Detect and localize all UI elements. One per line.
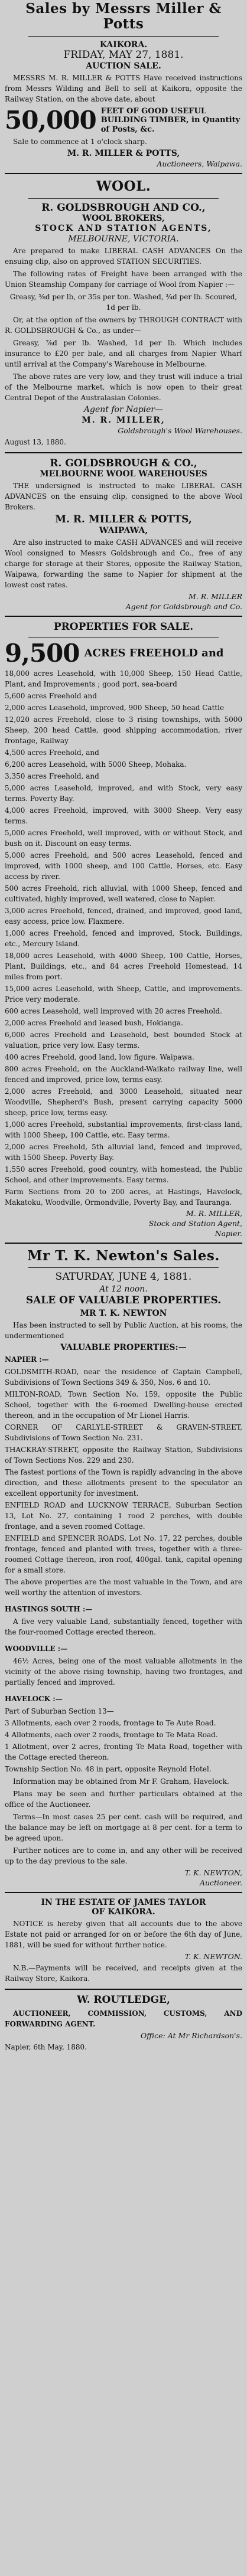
ad-body: Information may be obtained from Mr F. Graham, Havelock. [13, 1777, 229, 1786]
list-item: 400 acres Freehold, good land, low figure. Waipawa. [5, 1052, 194, 1061]
firm-name: R. GOLDSBROUGH & CO., [50, 457, 197, 469]
list-item: 1 Allotment, over 2 acres, fronting Te Mata Road, together with the Cottage erected thereon. [5, 1743, 242, 1762]
ad-body: Terms—In most cases 25 per cent. cash will be required, and the balance may be left on mortgage at 8 per cent. for a term to be agreed upon. [5, 1813, 242, 1843]
divider [28, 1267, 219, 1268]
divider [5, 1892, 242, 1893]
signature: M. R. MILLER & POTTS, [67, 149, 180, 159]
signature: M. R. MILLER, [186, 1208, 242, 1218]
ad-body: Are prepared to make LIBERAL CASH ADVANCES On the ensuing clip, also on approved STATION SECURITIES. [5, 246, 242, 266]
quantity-desc: ACRES FREEHOLD and [84, 646, 224, 659]
ad-body: The following rates of Freight have been arranged with the Union Steamship Company for carriage of Wool from Napier :— [5, 269, 242, 289]
list-item: 3 Allotments, each over 2 roods, frontage to Te Aute Road. [5, 1719, 216, 1728]
list-item: 2,000 acres Freehold and leased bush, Hokianga. [5, 1018, 183, 1027]
list-item: 3,000 acres Freehold, fenced, drained, and improved, good land, easy access, price low. Flaxmere. [5, 906, 242, 926]
ad-title: PROPERTIES FOR SALE. [53, 621, 194, 633]
signature-sub: Auctioneer. [199, 1878, 242, 1888]
list-item: 4,000 acres Freehold, improved, with 3000 Sheep. Very easy terms. [5, 806, 242, 825]
list-item: 4 Allotments, each over 2 roods, frontage to Te Mata Road. [5, 1731, 218, 1740]
ad-title: SALE OF VALUABLE PROPERTIES. [25, 1294, 222, 1306]
list-item: 18,000 acres Leasehold, with 4000 Sheep, 100 Cattle, Horses, Plant, Buildings, etc., and 84 acres Freehold Homestead, 14 miles from port. [5, 951, 242, 981]
ad-body: The above rates are very low, and they trust will induce a trial of the Melbourne market, which is now open to their great Central Depot of the Australasian Colonies. [5, 372, 242, 402]
list-item: 1,000 acres Freehold, substantial improvements, first-class land, with 1000 Sheep, 100 Cattle, etc. Easy terms. [5, 1120, 242, 1139]
list-item: Farm Sections from 20 to 200 acres, at Hastings, Havelock, Makatoku, Woodville, Ormondville, Poverty Bay, and Tauranga. [5, 1187, 242, 1207]
agent-name: M. R. MILLER, [82, 415, 165, 425]
divider [5, 1989, 242, 1990]
address: Office: At Mr Richardson's. [141, 2031, 242, 2041]
signature-sub: Stock and Station Agent, [148, 1218, 242, 1228]
firm-name: R. GOLDSBROUGH AND CO., [41, 201, 206, 214]
ad-body: NOTICE is hereby given that all accounts due to the above Estate not paid or arranged for on or before the 6th day of June, 1881, will be sued for without further notice. [5, 1920, 242, 1950]
firm-location: MELBOURNE, VICTORIA. [68, 234, 179, 244]
ad-body: THE undersigned is instructed to make LIBERAL CASH ADVANCES on the ensuing clip, consigned to the above Wool Brokers. [5, 482, 242, 512]
ad-date: August 13, 1880. [5, 437, 66, 446]
firm-line: STOCK AND STATION AGENTS, [35, 223, 212, 233]
property-list [5, 1367, 242, 1598]
signature-sub: Agent for Goldsbrough and Co. [125, 602, 242, 612]
firm-line: MELBOURNE WOOL WAREHOUSES [40, 469, 207, 479]
list-item: The fastest portions of the Town is rapidly advancing in the above direction, and these allotments present to the speculator an excellent opportunity for investment. [5, 1468, 242, 1498]
location-heading: WOODVILLE :— [5, 1645, 68, 1653]
signature: T. K. NEWTON, [184, 1868, 242, 1878]
quantity: 50,000 [5, 106, 96, 135]
list-item: 2,000 acres Freehold, and 3000 Leasehold, situated near Woodville, Shepherd's Bush, present carrying capacity 5000 sheep, price low, terms easy. [5, 1087, 242, 1117]
firm-line: WAIPAWA, [99, 525, 148, 535]
quantity: 9,500 [5, 638, 80, 668]
sale-date: FRIDAY, MAY 27, 1881. [63, 48, 184, 61]
newspaper-column [5, 0, 242, 2576]
ad-body: Further notices are to come in, and any other will be received up to the day previous to the sale. [5, 1846, 242, 1866]
list-item: MILTON-ROAD, Town Section No. 159, opposite the Public School, together with the 6-roomed Dwelling-house erected thereon, and in the occupation of Mr Lionel Harris. [5, 1390, 242, 1420]
list-item: 12,020 acres Freehold, close to 3 rising townships, with 5000 Sheep, 200 head Cattle, good shipping accommodation, river frontage, Railway [5, 715, 242, 745]
divider [28, 198, 219, 199]
list-item: 5,000 acres Leasehold, improved, and with Stock, very easy terms. Poverty Bay. [5, 783, 242, 803]
property-list [5, 1706, 242, 1774]
list-item: CORNER OF CARLYLE-STREET & GRAVEN-STREET, Subdivisions of Town Section No. 231. [5, 1423, 242, 1443]
list-item: 3,350 acres Freehold, and [5, 772, 99, 780]
ad-body: MESSRS M. R. MILLER & POTTS Have received instructions from Messrs Wilding and Bell to sell at Kaikora, opposite the Railway Station, on the above date, about [5, 73, 242, 103]
list-item: Part of Suburban Section 13— [5, 1707, 114, 1716]
list-item: ENFIELD ROAD and LUCKNOW TERRACE, Suburban Section 13, Lot No. 27, containing 1 rood 2 perches, with double frontage, and a seven roomed Cottage. [5, 1501, 242, 1531]
list-item: The above properties are the most valuable in the Town, and are well worthy the attention of investors. [5, 1578, 242, 1597]
ad-body: Greasy, ⅝d per lb, or 35s per ton. Washed, ¾d per lb. Scoured, 1d per lb. [9, 292, 238, 312]
divider [28, 36, 219, 37]
place: KAIKORA. [99, 40, 148, 50]
location-heading: HAVELOCK :— [5, 1695, 63, 1704]
location-heading: HASTINGS SOUTH :— [5, 1605, 93, 1614]
property-list [5, 668, 242, 1208]
list-item: 6,000 acres Freehold and Leasehold, best bounded Stock at valuation, price very low. Easy terms. [5, 1030, 242, 1050]
list-item: GOLDSMITH-ROAD, near the residence of Captain Campbell, Subdivisions of Town Sections 349 & 350, Nos. 6 and 10. [5, 1368, 242, 1387]
ad-body: Greasy, ⅞d per lb. Washed, 1d per lb. Which includes insurance to £20 per bale, and all charges from Napier Wharf until arrival at the Company's Warehouse in Melbourne. [5, 338, 242, 368]
subheading: VALUABLE PROPERTIES:— [60, 1343, 187, 1353]
firm-name: M. R. MILLER & POTTS, [55, 514, 192, 526]
ad-title: IN THE ESTATE OF JAMES TAYLOR [41, 1898, 206, 1908]
location-heading: NAPIER :— [5, 1355, 49, 1364]
list-item: 5,600 acres Freehold and [5, 691, 97, 700]
ad-body: Are also instructed to make CASH ADVANCES and will receive Wool consigned to Messrs Goldsbrough and Co., free of any charge for storage at their Stores, opposite the Railway Station, Waipawa, forwarding the same to Napier for shipment at the lowest cost rates. [5, 538, 242, 590]
ad-body: AUCTIONEER, COMMISSION, CUSTOMS, AND FORWARDING AGENT. [5, 2009, 242, 2029]
list-item: Township Section No. 48 in part, opposite Reynold Hotel. [5, 1765, 212, 1774]
list-item: 2,000 acres Leasehold, improved, 900 Sheep, 50 head Cattle [5, 703, 225, 712]
list-item: 15,000 acres Leasehold, with Sheep, Cattle, and improvements. Price very moderate. [5, 984, 242, 1003]
list-item: 1,000 acres Freehold, fenced and improved, Stock, Buildings, etc., Mercury Island. [5, 929, 242, 948]
ad-title: OF KAIKORA. [92, 1907, 155, 1917]
ad-body: 46½ Acres, being one of the most valuable allotments in the vicinity of the above rising township, having two frontages, and partially fenced and improved. [5, 1657, 242, 1687]
divider [5, 173, 242, 174]
signature: T. K. NEWTON. [184, 1952, 242, 1962]
ad-body: Or, at the option of the owners by THROUGH CONTRACT with R. GOLDSBROUGH & Co., as under— [5, 315, 242, 335]
quantity-block [5, 638, 242, 668]
agent-line: Agent for Napier— [83, 404, 164, 414]
ad-body: A five very valuable Land, substantially fenced, together with the four-roomed Cottage erected thereon. [5, 1617, 242, 1637]
list-item: 1,550 acres Freehold, good country, with homestead, the Public School, and other improvements. Easy terms. [5, 1165, 242, 1184]
list-item: 800 acres Freehold, on the Auckland-Waikato railway line, well fenced and improved, price low, terms easy. [5, 1064, 242, 1084]
ad-body: Sale to commence at 1 o'clock sharp. [13, 138, 147, 146]
divider [5, 1243, 242, 1244]
signature-sub: Napier. [214, 1228, 242, 1238]
ad-title: AUCTION SALE. [86, 61, 161, 71]
list-item: 5,000 acres Freehold, and 500 acres Leasehold, fenced and improved, with 1000 sheep, and 100 Cattle, Horses, etc. Easy access by river. [5, 851, 242, 881]
list-item: 2,000 acres Freehold, 5th alluvial land, fenced and improved, with 1500 Sheep. Poverty Bay. [5, 1142, 242, 1162]
signature-sub: Auctioneers, Waipawa. [157, 159, 242, 169]
quantity-desc: FEET OF GOOD USEFUL BUILDING TIMBER, in Quantity of Posts, &c. [100, 106, 240, 134]
list-item: THACKRAY-STREET, opposite the Railway Station, Subdivisions of Town Sections Nos. 229 and 230. [5, 1446, 242, 1465]
divider [5, 452, 242, 453]
divider [5, 616, 242, 617]
firm-line: WOOL BROKERS, [82, 214, 165, 224]
agent-sub: Goldsbrough's Wool Warehouses. [118, 426, 242, 435]
quantity-block [5, 107, 242, 135]
list-item: 5,000 acres Freehold, well improved, with or without Stock, and bush on it. Discount on easy terms. [5, 828, 242, 848]
firm-name: MR T. K. NEWTON [80, 1309, 167, 1319]
sale-time: At 12 noon. [99, 1284, 148, 1294]
sale-date: SATURDAY, JUNE 4, 1881. [55, 1271, 192, 1283]
ad-date: Napier, 6th May, 1880. [5, 2043, 87, 2052]
section-headline: Sales by Messrs Miller & Potts [25, 1, 222, 32]
list-item: 18,000 acres Leasehold, with 10,000 Sheep, 150 Head Cattle, Plant, and Improvements ; good port, sea-board [5, 669, 242, 688]
ad-body: Has been instructed to sell by Public Auction, at his rooms, the undermentioned [5, 1321, 242, 1341]
ad-body: N.B.—Payments will be received, and receipts given at the Railway Store, Kaikora. [5, 1964, 242, 1983]
firm-name: W. ROUTLEDGE, [77, 1994, 170, 2006]
list-item: ENFIELD and SPENCER ROADS, Lot No. 17, 22 perches, double frontage, fenced and planted with trees, together with a three-roomed Cottage thereon, iron roof, 400gal. tank, capital opening for a small store. [5, 1534, 242, 1575]
divider [28, 637, 219, 638]
section-headline: Mr T. K. Newton's Sales. [27, 1247, 220, 1264]
ad-title: WOOL. [96, 178, 151, 195]
list-item: 500 acres Freehold, rich alluvial, with 1000 Sheep, fenced and cultivated, highly improved, well watered, close to Napier. [5, 884, 242, 903]
list-item: 6,200 acres Leasehold, with 5000 Sheep, Mohaka. [5, 760, 187, 769]
signature: M. R. MILLER [188, 592, 242, 601]
ad-body: Plans may be seen and further particulars obtained at the office of the Auctioneer. [5, 1790, 242, 1809]
list-item: 4,500 acres Freehold, and [5, 748, 99, 757]
list-item: 600 acres Leasehold, well improved with 20 acres Freehold. [5, 1006, 222, 1015]
